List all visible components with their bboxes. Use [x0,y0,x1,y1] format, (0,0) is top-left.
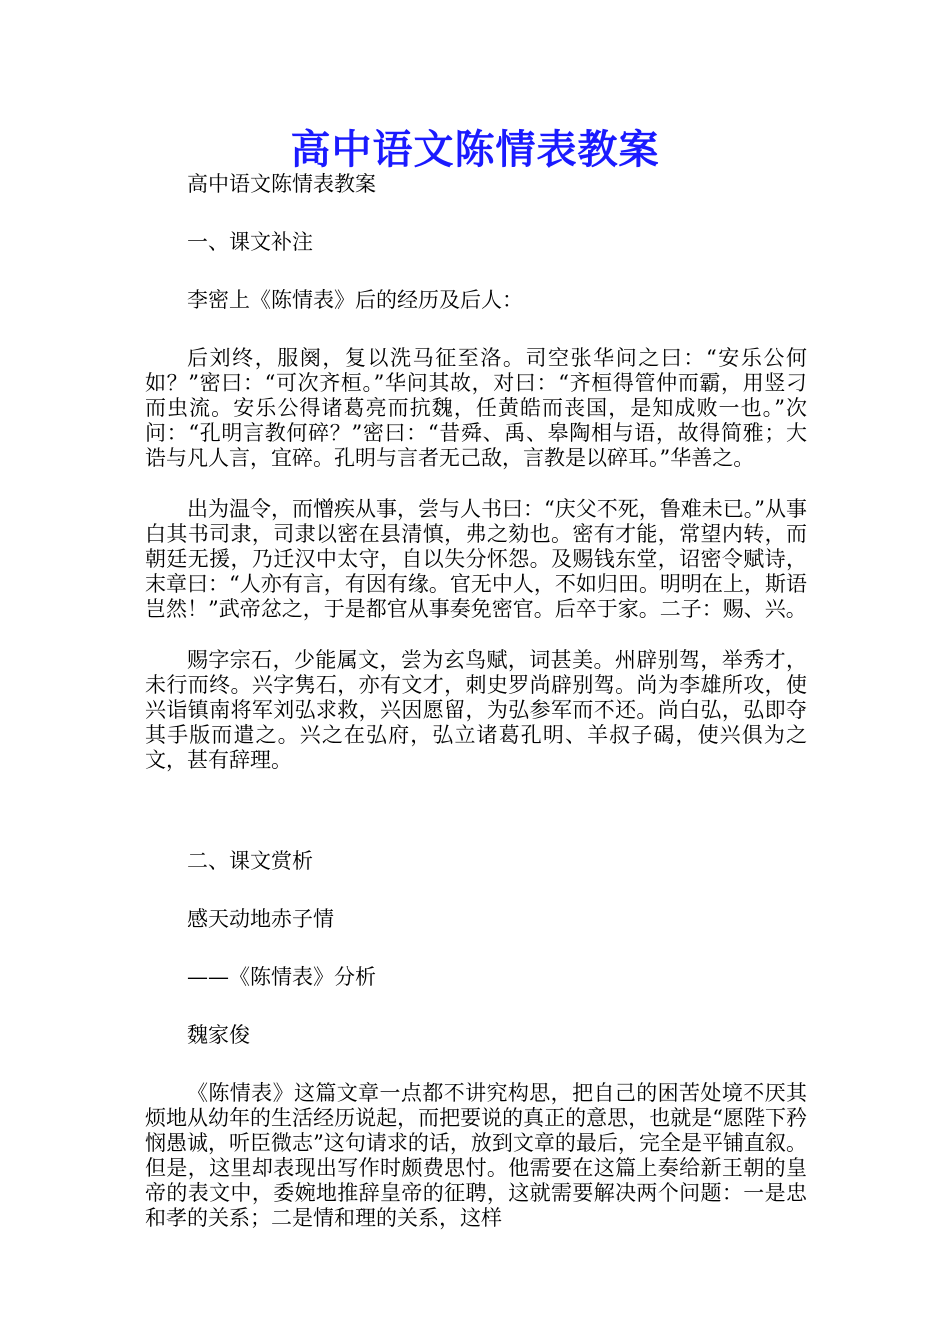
document-body [145,172,807,1231]
paragraph-intro: 李密上《陈情表》后的经历及后人： [187,288,523,312]
section-heading-appreciation: 二、课文赏析 [187,849,313,873]
article-title: 感天动地赤子情 [187,907,334,931]
article-author: 魏家俊 [187,1023,250,1047]
document-title: 高中语文陈情表教案 [290,126,660,173]
paragraph-body: 后刘终，服阕，复以洗马征至洛。司空张华问之曰：“安乐公何如？”密曰：“可次齐桓。”华问其故，对曰：“齐桓得管仲而霸，用竖刁而虫流。安乐公得诸葛亮而抗魏，任黄皓而丧国，是知成败一也。”次问：“孔明言教何碎？”密曰：“昔舜、禹、皋陶相与语，故得简雅；大诰与凡人言，宜碎。孔明与言者无己敌，言教是以碎耳。”华善之。 [145,346,807,470]
article-subtitle: ——《陈情表》分析 [187,965,376,989]
section-heading-annotations: 一、课文补注 [187,230,313,254]
subtitle-paragraph: 高中语文陈情表教案 [187,172,376,196]
paragraph-body: 《陈情表》这篇文章一点都不讲究构思，把自己的困苦处境不厌其烦地从幼年的生活经历说起，而把要说的真正的意思，也就是“愿陛下矜悯愚诚，听臣微志”这句请求的话，放到文章的最后，完全是平铺直叙。但是，这里却表现出写作时颇费思忖。他需要在这篇上奏给新王朝的皇帝的表文中，委婉地推辞皇帝的征聘，这就需要解决两个问题：一是忠和孝的关系；二是情和理的关系，这样 [145,1081,807,1230]
paragraph-body: 出为温令，而憎疾从事，尝与人书曰：“庆父不死，鲁难未已。”从事白其书司隶，司隶以密在县清慎，弗之劾也。密有才能，常望内转，而朝廷无援，乃迁汉中太守，自以失分怀怨。及赐钱东堂，诏密令赋诗，末章曰：“人亦有言，有因有缘。官无中人，不如归田。明明在上，斯语岂然！”武帝忿之，于是都官从事奏免密官。后卒于家。二子：赐、兴。 [145,497,807,621]
paragraph-body: 赐字宗石，少能属文，尝为玄鸟赋，词甚美。州辟别驾，举秀才，未行而终。兴字隽石，亦有文才，刺史罗尚辟别驾。尚为李雄所攻，使兴诣镇南将军刘弘求救，兴因愿留，为弘参军而不还。尚白弘，弘即夺其手版而遣之。兴之在弘府，弘立诸葛孔明、羊叔子碣，使兴俱为之文，甚有辞理。 [145,648,807,772]
